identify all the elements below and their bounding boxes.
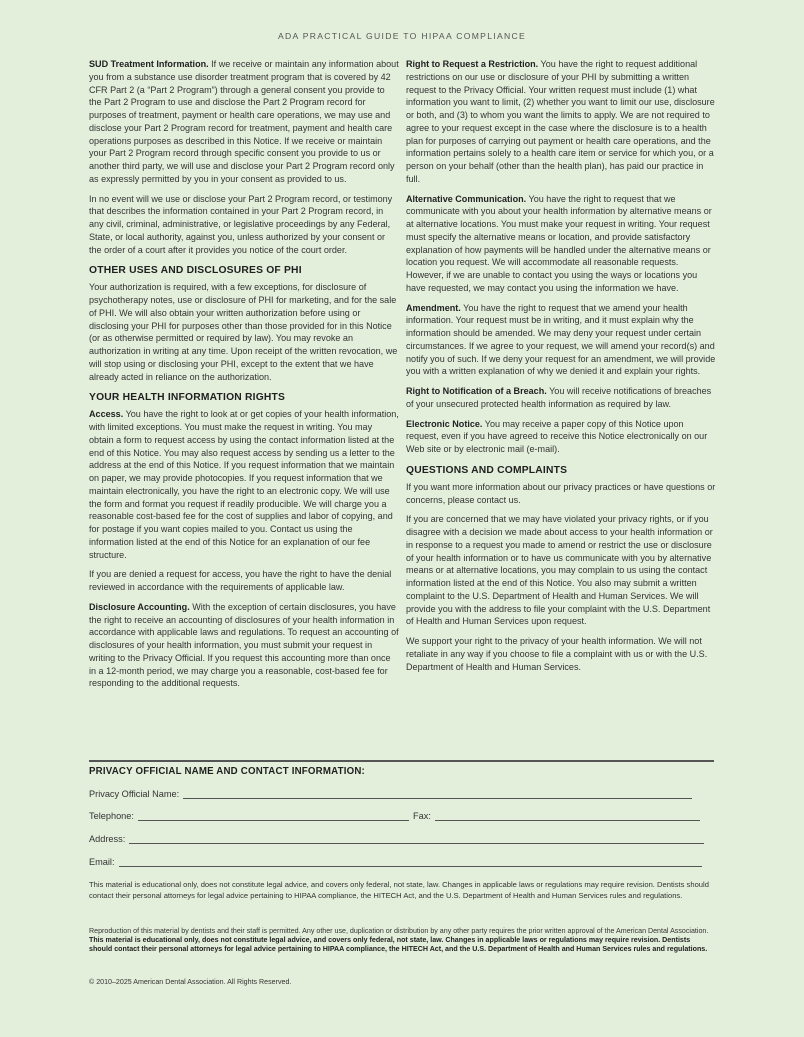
- accounting-body: With the exception of certain disclosures, you have the right to receive an accounting of disclosures of your health information in accordance with applicable laws and regulations. To request an accounting of disclosures of your health information, you must submit your request in writing to the Privacy Official. If you request this accounting more than once in a 12-month period, we may charge you a reasonable, cost-based fee for responding to the additional requests.: [89, 601, 399, 689]
- other-uses-paragraph: Your authorization is required, with a few exceptions, for disclosure of psychotherapy notes, use or disclosure of PHI for marketing, and for the sale of PHI. We will also obtain your written authorization before using or disclosing your PHI for purposes other than those provided for in this Notice (or as otherwise permitted or required by law). You may revoke an authorization in writing at any time. Upon receipt of the written revocation, we will stop using or disclosing your PHI, except to the extent that we have already acted in reliance on the authorization.: [89, 282, 398, 382]
- reproduction-bold: This material is educational only, does not constitute legal advice, and covers only federal, not state, law. Changes in applicable laws or regulations may require revision. Dentists should contact their personal attorneys for legal advice pertaining to HIPAA compliance, the HITECH Act, and the U.S. Department of Health and Human Services rules and regulations.: [89, 936, 708, 954]
- fax-field: [413, 810, 700, 821]
- alt-communication-body: You have the right to request that we communicate with you about your health information by alternative means or at alternative locations. You must make your request in writing. Your request must specify the alternative means or location, and provide satisfactory explanation of how payments will be handled under the alternative means or location you request. We will accommodate all reasonable requests. However, if we are unable to contact you using the ways or locations you have requested, we may contact you using the information we have.: [406, 193, 712, 293]
- section-divider: [89, 760, 714, 762]
- other-uses-heading: OTHER USES AND DISCLOSURES OF PHI: [89, 265, 302, 277]
- amendment-paragraph: [406, 302, 716, 379]
- fax-line[interactable]: [435, 810, 700, 821]
- denied-paragraph: If you are denied a request for access, you have the right to have the denial reviewed in accordance with the requirements of applicable law.: [89, 569, 392, 592]
- concerned-paragraph: If you are concerned that we may have violated your privacy rights, or if you disagree with a decision we made about access to your health information or in response to a request you made to amend or restrict the use or disclosure of your health information or to have us communicate with you by alternative means or at alternative locations, you may complain to us using the contact information listed at the end of this Notice. You also may submit a written complaint to the U.S. Department of Health and Human Services. We will provide you with the address to file your complaint with the U.S. Department of Health and Human Services upon request.: [406, 514, 713, 627]
- restriction-lead: Right to Request a Restriction.: [406, 59, 539, 69]
- disclaimer-text: This material is educational only, does not constitute legal advice, and covers only federal, not state, law. Changes in applicable laws or regulations may require revision. Dentists should contact their personal attorneys for legal advice pertaining to HIPAA compliance, the HITECH Act, and the U.S. Department of Health and Human Services rules and regulations.: [89, 880, 709, 900]
- more-info-paragraph: If you want more information about our privacy practices or have questions or concerns, please contact us.: [406, 481, 716, 505]
- right-column: [406, 58, 716, 680]
- amendment-body: You have the right to request that we amend your health information. Your request must be in writing, and it must explain why the information should be amended. We may deny your request under certain circumstances. If we agree to your request, we will amend your record(s) and notify you of such. If we deny your request for an amendment, we will provide you with a written explanation of why we denied it and explain your rights.: [406, 302, 716, 377]
- fax-label: Fax:: [413, 811, 431, 821]
- amendment-lead: Amendment.: [406, 302, 461, 313]
- contact-title: PRIVACY OFFICIAL NAME AND CONTACT INFORMATION:: [89, 766, 365, 777]
- access-paragraph: [89, 408, 399, 561]
- address-field: [89, 833, 704, 844]
- privacy-official-name-field: [89, 788, 692, 799]
- alt-communication-paragraph: [406, 193, 716, 295]
- left-column: [89, 58, 399, 697]
- telephone-label: Telephone:: [89, 811, 134, 821]
- rights-heading: YOUR HEALTH INFORMATION RIGHTS: [89, 392, 286, 404]
- accounting-paragraph: [89, 601, 399, 690]
- email-line[interactable]: [119, 856, 702, 867]
- access-body: You have the right to look at or get copies of your health information, with limited exceptions. You must make the request in writing. You may obtain a form to request access by using the contact information listed at the end of this Notice. You may also request access by sending us a letter to the address at the end of this Notice. If you request information that we maintain on paper, we may provide photocopies. If you request information that we maintain electronically, you have the right to an electronic copy. We will use the form and format you request if readily producible. We will charge you a reasonable cost-based fee for the cost of supplies and labor of copying, and for postage if you want copies mailed to you. Contact us using the information listed at the end of this Notice for an explanation of our fee structure.: [89, 409, 399, 560]
- no-event-paragraph: In no event will we use or disclose your Part 2 Program record, or testimony that describes the information contained in your Part 2 Program record, in any civil, criminal, administrative, or legislative proceedings by any Federal, State, or local authority, against you, unless authorized by your consent or the order of a court after it provides you notice of the court order.: [89, 193, 393, 255]
- questions-heading: QUESTIONS AND COMPLAINTS: [406, 464, 568, 476]
- restriction-body: You have the right to request additional restrictions on our use or disclosure of your PHI by submitting a written request to the Privacy Official. Your written request must include (1) what information you want to limit, (2) whether you want to limit our use, disclosure or both, and (3) to whom you want the limits to apply. We are not required to agree to your request except in the case where the disclosure is to a health plan for purposes of carrying out payment or health care operations, and the information pertains solely to a health care item or service for which you, or a person on your behalf (other than the health plan), has paid our practice in full.: [406, 59, 715, 184]
- sud-paragraph: [89, 58, 399, 186]
- alt-communication-lead: Alternative Communication.: [406, 193, 527, 204]
- breach-body: You will receive notifications of breaches of your unsecured protected health information as required by law.: [406, 386, 712, 409]
- copyright-text: © 2010–2025 American Dental Association. All Rights Reserved.: [89, 978, 292, 986]
- support-paragraph: We support your right to the privacy of your health information. We will not retaliate in any way if you choose to file a complaint with us or with the U.S. Department of Health and Human Services.: [406, 636, 708, 672]
- accounting-lead: Disclosure Accounting.: [89, 601, 190, 612]
- reproduction-text: [89, 927, 714, 955]
- address-label: Address:: [89, 834, 126, 844]
- electronic-notice-lead: Electronic Notice.: [406, 418, 483, 429]
- email-label: Email:: [89, 857, 115, 867]
- restriction-paragraph: [406, 58, 716, 186]
- privacy-official-name-line[interactable]: [183, 788, 692, 799]
- access-lead: Access.: [89, 409, 124, 420]
- page-header: ADA PRACTICAL GUIDE TO HIPAA COMPLIANCE: [277, 31, 527, 41]
- breach-paragraph: [406, 385, 716, 411]
- telephone-field: [89, 810, 409, 821]
- email-field: [89, 856, 702, 867]
- sud-body: If we receive or maintain any information about you from a substance use disorder treatment program that is covered by 42 CFR Part 2 (a “Part 2 Program”) through a general consent you provide to the Part 2 Program to use and disclose the Part 2 Program record for purposes of treatment, payment or health care operations, we may use and disclose your Part 2 Program record for treatment, payment and health care operations purposes as described in this Notice. If we receive or maintain your Part 2 Program record through specific consent you provide to us or another third party, we will use and disclose your Part 2 Program record only as expressly permitted by you in your consent as provided to us.: [89, 59, 399, 184]
- electronic-notice-paragraph: [406, 418, 716, 456]
- sud-lead: SUD Treatment Information.: [89, 59, 209, 69]
- electronic-notice-body: You may receive a paper copy of this Notice upon request, even if you have agreed to receive this Notice electronically on our Web site or by electronic mail (e-mail).: [406, 418, 708, 454]
- address-line[interactable]: [129, 833, 704, 844]
- reproduction-plain: Reproduction of this material by dentists and their staff is permitted. Any other use, duplication or distribution by any other party requires the prior written approval of the American Dental Association.: [89, 927, 709, 935]
- telephone-line[interactable]: [138, 810, 409, 821]
- privacy-official-name-label: Privacy Official Name:: [89, 789, 180, 799]
- breach-lead: Right to Notification of a Breach.: [406, 386, 547, 396]
